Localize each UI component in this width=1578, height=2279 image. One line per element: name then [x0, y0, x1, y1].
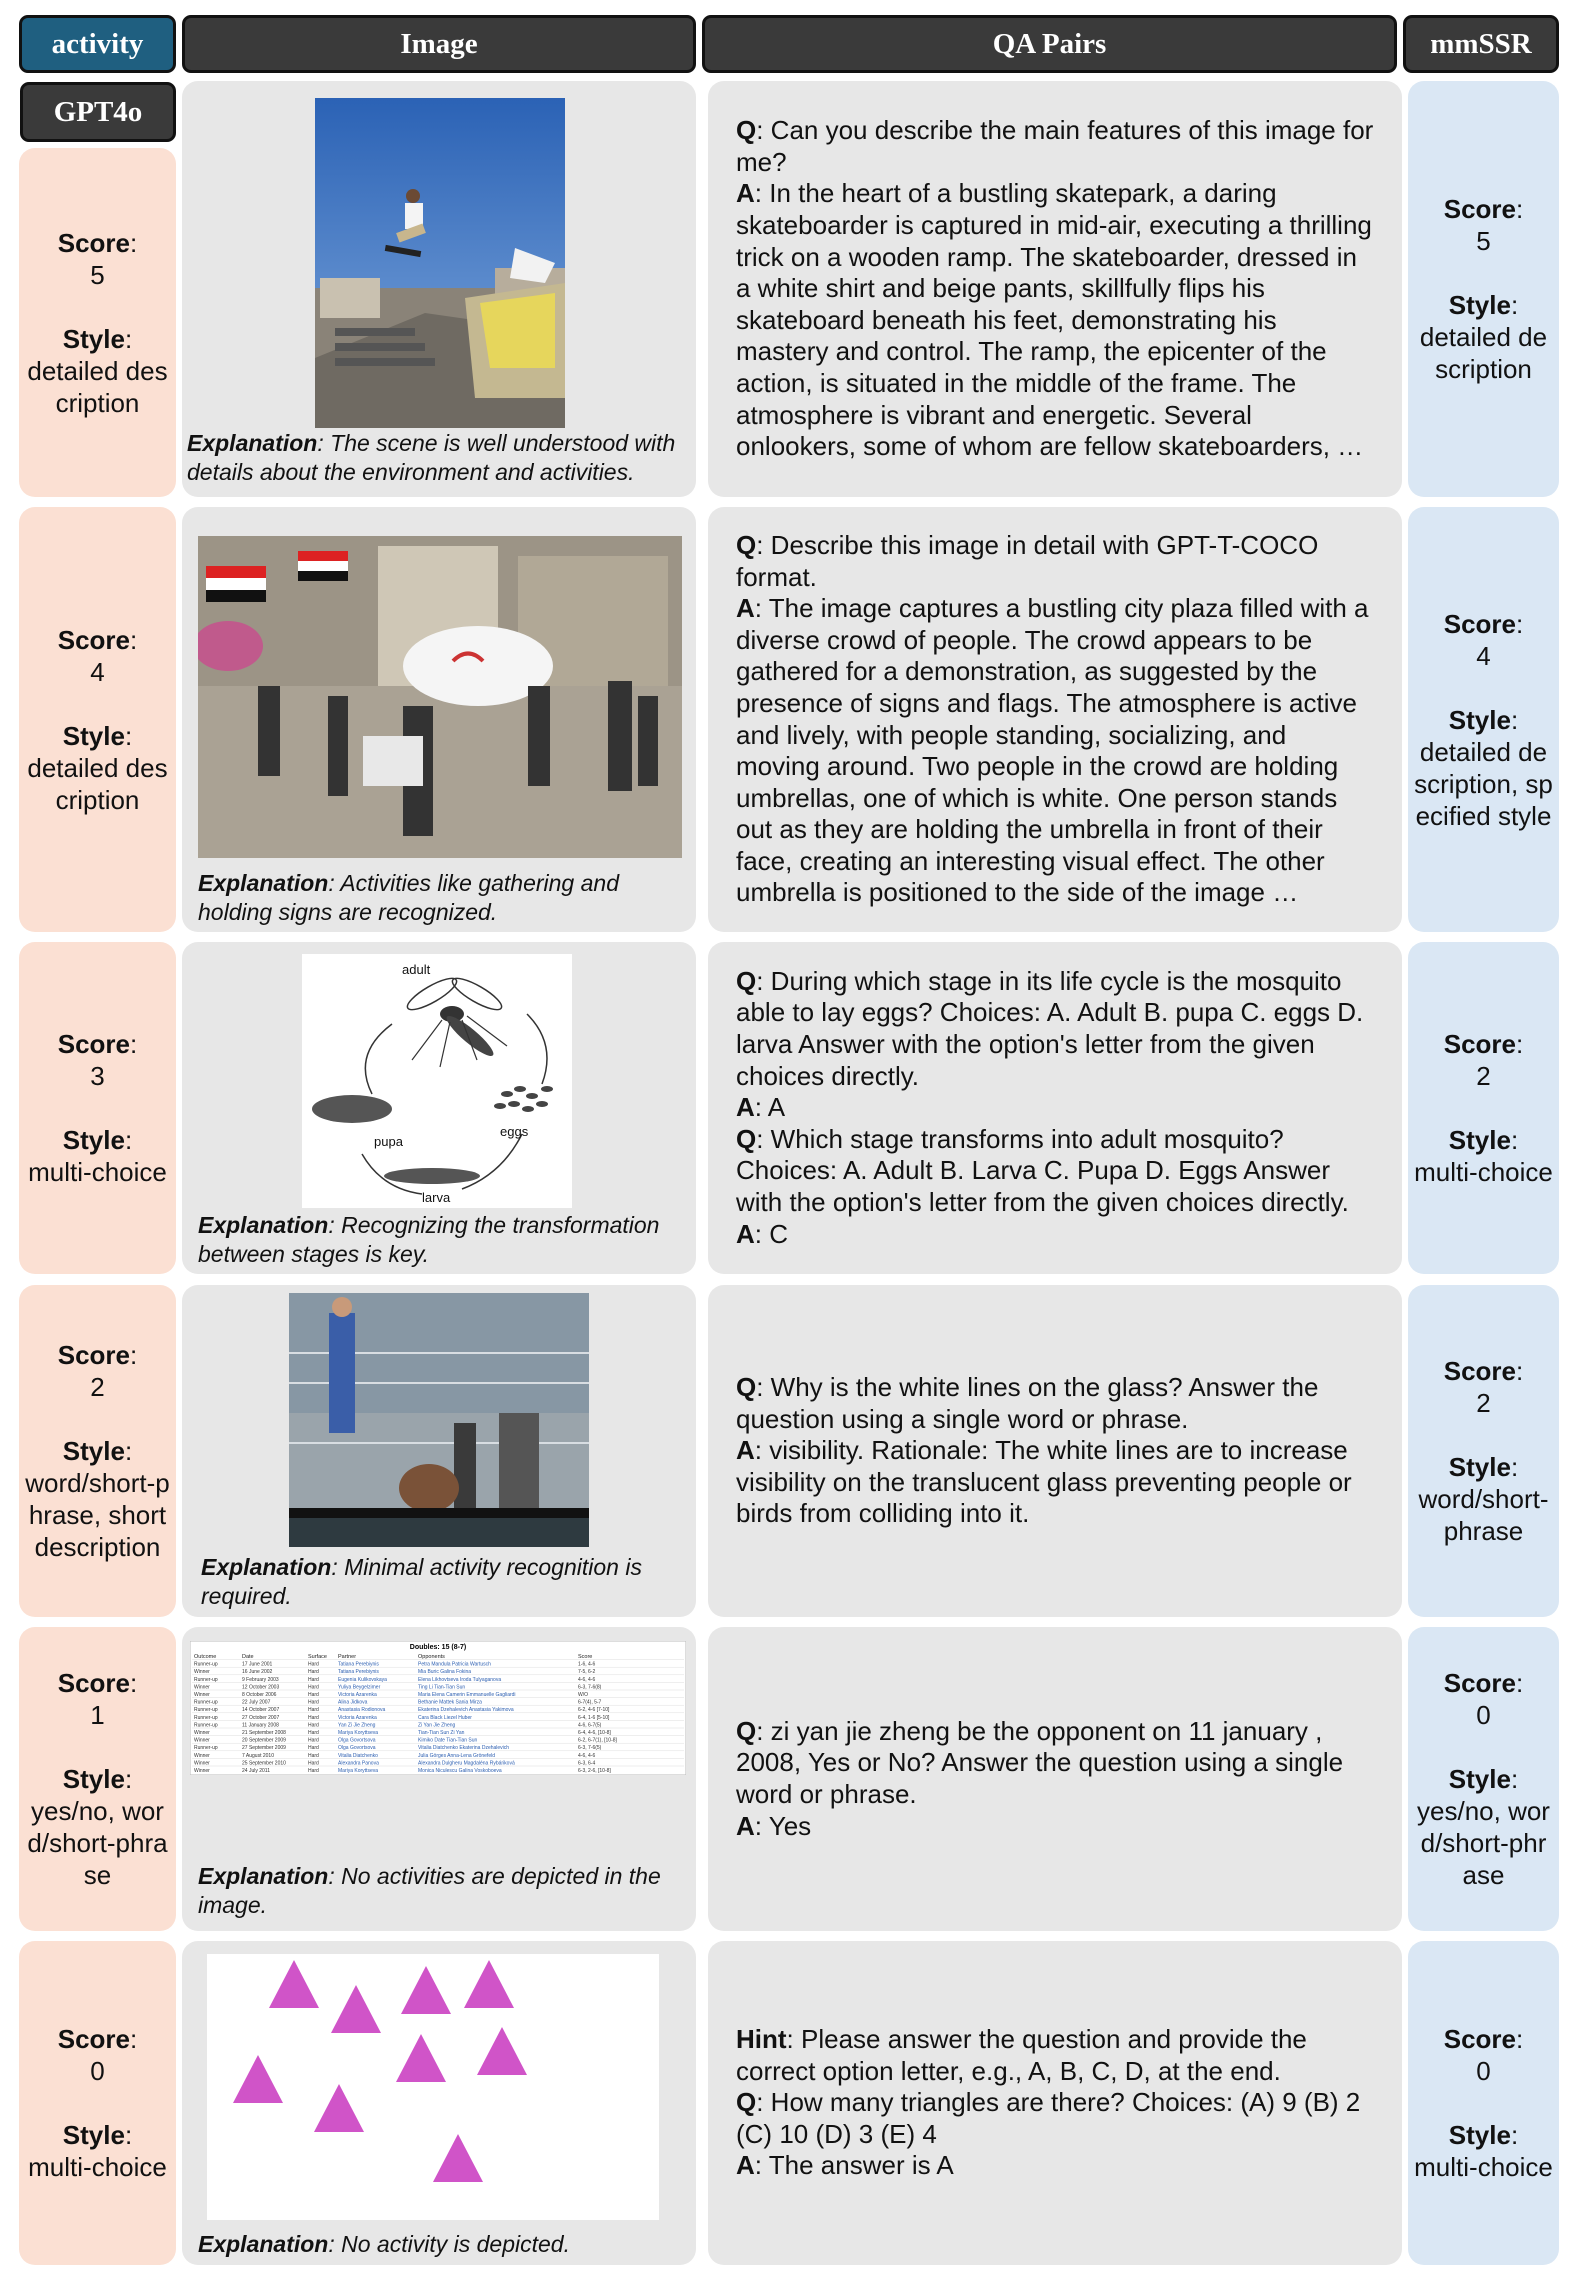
- table-cell: Hard: [308, 1745, 319, 1752]
- table-cell: Hard: [308, 1768, 319, 1774]
- qa-cell-6: Hint: Please answer the question and provide the correct option letter, e.g., A, B, C, D, at the end. Q: How many triangles are there? Choices: (A) 9 (B) 2 (C) 10 (D) 3 (E) 4 A: The answer is A: [708, 1941, 1402, 2265]
- image-cell-6: [182, 1941, 696, 2265]
- table-cell: Olga Govortsova: [338, 1737, 376, 1744]
- table-cell: 25 September 2010: [242, 1760, 286, 1767]
- table-cell: Olga Govortsova: [338, 1745, 376, 1752]
- score-value: 5: [90, 259, 105, 290]
- table-cell: 24 July 2011: [242, 1768, 270, 1774]
- table-cell: Victoria Azarenka: [338, 1692, 377, 1698]
- table-cell: Hard: [308, 1669, 319, 1676]
- score-cell-3: Score: 3 Style: multi-choice: [19, 942, 176, 1274]
- table-cell: Hard: [308, 1722, 319, 1729]
- qa-cell-5: Q: zi yan jie zheng be the opponent on 11 january , 2008, Yes or No? Answer the question using a single word or phrase. A: Yes: [708, 1627, 1402, 1931]
- table-cell: Runner-up: [194, 1722, 218, 1729]
- table-cell: Maria Elena Camerin Emmanuelle Gagliardi: [418, 1692, 516, 1698]
- table-cell: Hard: [308, 1707, 319, 1714]
- table-cell: 9 February 2003: [242, 1676, 279, 1683]
- mmssr-cell-6: Score: 0 Style: multi-choice: [1408, 1941, 1559, 2265]
- table-cell: 6-3, 6-4: [578, 1760, 596, 1767]
- table-cell: Runner-up: [194, 1699, 218, 1706]
- table-cell: 27 September 2009: [242, 1745, 286, 1752]
- city-plaza-photo: [198, 536, 682, 858]
- table-cell: 6-4, 1-6 [5-10]: [578, 1714, 610, 1721]
- qa-cell-3: Q: During which stage in its life cycle is the mosquito able to lay eggs? Choices: A. Adult B. pupa C. eggs D. larva Answer with the option's letter from the given choices directly. A: A Q: Which stage transforms into adult mosquito? Choices: A. Adult B. Larva C. Pupa D. Eggs Answer with the option's letter from the given choices directly. A: C: [708, 942, 1402, 1274]
- table-cell: Tian-Tian Sun Zi Yan: [418, 1730, 465, 1736]
- image-cell-1: [182, 81, 696, 497]
- label-adult: adult: [402, 962, 431, 977]
- table-cell: Mia Buric Galina Fokina: [418, 1669, 472, 1676]
- image-cell-5: [182, 1627, 696, 1931]
- table-cell: Vitalia Diatchenko: [338, 1752, 378, 1759]
- table-cell: 1-6, 4-6: [578, 1661, 596, 1668]
- table-cell: Victoria Azarenka: [338, 1714, 377, 1721]
- qa-cell-1: Q: Can you describe the main features of this image for me? A: In the heart of a bustling skatepark, a daring skateboarder is captured in mid-air, executing a thrilling trick on a wooden ramp. The skateboarder, dressed in a white shirt and beige pants, skillfully flips his skateboard beneath his feet, demonstrating his mastery and control. The ramp, the epicenter of the action, is situated in the middle of the frame. The atmosphere is vibrant and energetic. Several onlookers, some of whom are fellow skateboarders, …: [708, 81, 1402, 497]
- table-cell: Hard: [308, 1661, 319, 1668]
- explanation-2: Explanation: Activities like gathering and holding signs are recognized.: [198, 870, 619, 925]
- table-cell: Tatiana Perebiynis: [338, 1669, 379, 1676]
- table-cell: 20 September 2009: [242, 1737, 286, 1744]
- table-header-cell: Outcome: [194, 1654, 217, 1660]
- table-cell: Hard: [308, 1737, 319, 1744]
- skatepark-photo: [315, 98, 565, 428]
- qa-cell-4: Q: Why is the white lines on the glass? Answer the question using a single word or phrase. A: visibility. Rationale: The white lines are to increase visibility on the translucent glass preventing people or birds from colliding into it.: [708, 1285, 1402, 1617]
- table-title: Doubles: 15 (8-7): [409, 1644, 467, 1651]
- table-cell: Winner: [194, 1752, 210, 1759]
- label-eggs: eggs: [500, 1124, 529, 1139]
- table-cell: Hard: [308, 1692, 319, 1698]
- table-cell: 21 September 2008: [242, 1730, 286, 1736]
- table-cell: Winner: [194, 1730, 210, 1736]
- table-cell: 6-2, 6-7(1), [10-8]: [578, 1737, 617, 1744]
- table-cell: 22 July 2007: [242, 1699, 271, 1706]
- score-cell-2: Score: 4 Style: detailed description: [19, 507, 176, 932]
- header-image: Image: [182, 15, 696, 73]
- score-cell-6: Score: 0 Style: multi-choice: [19, 1941, 176, 2265]
- explanation-3: Explanation: Recognizing the transformation between stages is key.: [198, 1212, 660, 1267]
- mmssr-cell-1: Score: 5 Style: detailed description: [1408, 81, 1559, 497]
- table-cell: 7 August 2010: [242, 1752, 274, 1759]
- table-header-cell: Surface: [308, 1654, 327, 1660]
- explanation-4: Explanation: Minimal activity recognition is required.: [201, 1554, 642, 1609]
- label-pupa: pupa: [374, 1134, 403, 1149]
- table-cell: Ekaterina Dzehalevich Anastasia Yakimova: [418, 1707, 514, 1714]
- table-cell: 6-3, 7-6(8): [578, 1684, 602, 1691]
- mmssr-cell-3: Score: 2 Style: multi-choice: [1408, 942, 1559, 1274]
- score-cell-1: Score: 5 Style: detailed description: [19, 148, 176, 497]
- table-header-cell: Date: [242, 1654, 254, 1660]
- mmssr-cell-5: Score: 0 Style: yes/no, word/short-phrase: [1408, 1627, 1559, 1931]
- table-cell: Hard: [308, 1730, 319, 1736]
- explanation-1: Explanation: The scene is well understood with details about the environment and activities.: [187, 430, 676, 485]
- table-cell: Mariya Koryttseva: [338, 1768, 379, 1774]
- table-cell: 12 October 2003: [242, 1684, 280, 1691]
- table-cell: 7-5, 6-2: [578, 1669, 596, 1676]
- table-cell: Petra Mandula Patricia Wartusch: [418, 1661, 491, 1668]
- table-cell: Runner-up: [194, 1661, 218, 1668]
- table-cell: Hard: [308, 1676, 319, 1683]
- triangles-image: [207, 1954, 659, 2220]
- table-cell: Runner-up: [194, 1714, 218, 1721]
- table-cell: Hard: [308, 1760, 319, 1767]
- table-cell: Alina Jidkova: [338, 1699, 368, 1706]
- explanation-5: Explanation: No activities are depicted in the image.: [198, 1863, 661, 1918]
- table-cell: 4-6, 4-6: [578, 1752, 596, 1759]
- table-cell: 11 January 2008: [242, 1722, 279, 1729]
- table-cell: Bethanie Mattek Sania Mirza: [418, 1699, 482, 1706]
- score-cell-4: Score: 2 Style: word/short-phrase, short description: [19, 1285, 176, 1617]
- table-cell: Winner: [194, 1684, 210, 1691]
- table-cell: 8 October 2006: [242, 1692, 277, 1698]
- table-cell: Hard: [308, 1699, 319, 1706]
- table-cell: Vitalia Diatchenko Ekaterina Dzehalevich: [418, 1745, 510, 1752]
- table-cell: Ting Li Tian-Tian Sun: [418, 1684, 466, 1691]
- table-cell: 17 June 2001: [242, 1661, 273, 1668]
- table-cell: Runner-up: [194, 1707, 218, 1714]
- table-cell: Elena Likhovtseva Iroda Tulyaganova: [418, 1676, 502, 1683]
- table-header-cell: Score: [578, 1654, 593, 1660]
- table-cell: Hard: [308, 1684, 319, 1691]
- table-cell: Tatiana Perebiynis: [338, 1661, 379, 1668]
- table-cell: 6-3, 2-6, [10-8]: [578, 1768, 611, 1774]
- table-cell: 4-6, 4-6: [578, 1676, 596, 1683]
- table-cell: Monica Niculescu Galina Voskoboeva: [418, 1768, 502, 1774]
- table-header-cell: Opponents: [418, 1654, 445, 1660]
- table-cell: 14 October 2007: [242, 1707, 280, 1714]
- table-cell: Hard: [308, 1714, 319, 1721]
- table-cell: 6-7(4), 5-7: [578, 1699, 602, 1706]
- table-cell: Mariya Koryttseva: [338, 1730, 379, 1736]
- model-label: GPT4o: [20, 82, 176, 142]
- table-cell: 6-3, 7-6(5): [578, 1745, 602, 1752]
- table-cell: Yuliya Beygelzimer: [338, 1684, 381, 1691]
- label-larva: larva: [422, 1190, 451, 1205]
- table-cell: Winner: [194, 1669, 210, 1676]
- header-activity: activity: [19, 15, 176, 73]
- table-cell: Winner: [194, 1760, 210, 1767]
- table-cell: 6-4, 4-6, [10-8]: [578, 1730, 611, 1736]
- table-cell: Runner-up: [194, 1676, 218, 1683]
- table-cell: Zi Yan Jie Zheng: [418, 1722, 456, 1729]
- table-cell: 6-2, 4-6 [7-10]: [578, 1707, 610, 1714]
- table-header-cell: Partner: [338, 1654, 357, 1660]
- table-cell: Alexandra Dulgheru Magdaléna Rybáriková: [418, 1760, 515, 1767]
- mosquito-life-cycle-diagram: [302, 954, 572, 1208]
- table-cell: Hard: [308, 1752, 319, 1759]
- mmssr-cell-2: Score: 4 Style: detailed description, specified style: [1408, 507, 1559, 932]
- bus-stop-photo: [289, 1293, 589, 1547]
- score-cell-5: Score: 1 Style: yes/no, word/short-phrase: [19, 1627, 176, 1931]
- table-cell: Julia Görges Anna-Lena Grönefeld: [418, 1752, 495, 1759]
- table-cell: Winner: [194, 1768, 210, 1774]
- header-qa-pairs: QA Pairs: [702, 15, 1397, 73]
- image-cell-3: [182, 942, 696, 1274]
- table-cell: 4-6, 6-7(5): [578, 1722, 602, 1729]
- table-cell: 16 June 2002: [242, 1669, 273, 1676]
- table-cell: Winner: [194, 1737, 210, 1744]
- image-cell-2: [182, 507, 696, 932]
- image-cell-4: [182, 1285, 696, 1617]
- style-value: detailed description: [27, 355, 168, 418]
- header-mmssr: mmSSR: [1403, 15, 1559, 73]
- explanation-6: Explanation: No activity is depicted.: [198, 2231, 570, 2257]
- table-cell: Anastasia Rodionova: [338, 1707, 386, 1714]
- table-cell: Yan Zi Jie Zheng: [338, 1722, 376, 1729]
- qa-cell-2: Q: Describe this image in detail with GPT-T-COCO format. A: The image captures a bustling city plaza filled with a diverse crowd of people. The crowd appears to be gathered for a demonstration, as suggested by the presence of signs and flags. The atmosphere is active and lively, with people standing, socializing, and moving around. Two people in the crowd are holding umbrellas, one of which is white. One person stands out as they are holding the umbrella in front of their face, creating an interesting visual effect. The other umbrella is positioned to the side of the image …: [708, 507, 1402, 932]
- table-cell: Runner-up: [194, 1745, 218, 1752]
- table-cell: 27 October 2007: [242, 1714, 280, 1721]
- table-cell: Kimiko Date Tian-Tian Sun: [418, 1737, 478, 1744]
- table-cell: Alexandra Panova: [338, 1760, 379, 1767]
- table-cell: Cara Black Liezel Huber: [418, 1714, 472, 1721]
- doubles-table-image: [190, 1641, 686, 1775]
- mmssr-cell-4: Score: 2 Style: word/short-phrase: [1408, 1285, 1559, 1617]
- table-cell: Eugenia Kulikovskaya: [338, 1676, 387, 1683]
- table-cell: W/O: [578, 1692, 588, 1698]
- table-cell: Winner: [194, 1692, 210, 1698]
